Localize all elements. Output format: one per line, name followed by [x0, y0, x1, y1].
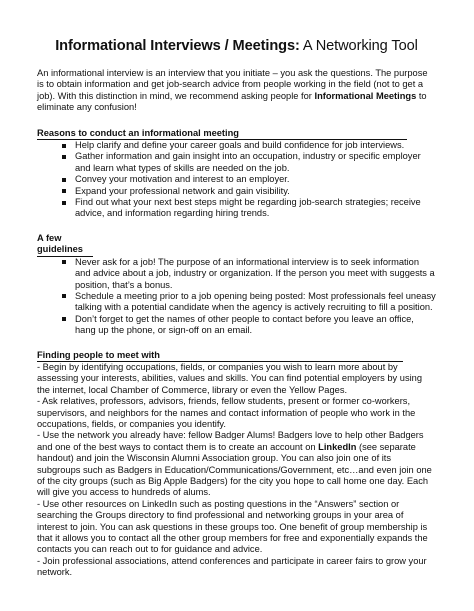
title-bold: Informational Interviews / Meetings: — [55, 38, 300, 54]
list-item: Convey your motivation and interest to an employer. — [75, 174, 436, 185]
reasons-list — [37, 140, 436, 220]
guidelines-list — [37, 257, 436, 337]
list-item: Don’t forget to get the names of other people to contact before you leave an office, hang up the phone, or sign-off on an email. — [75, 314, 436, 337]
list-item: Gather information and gain insight into an occupation, industry or specific employer and learn what types of skills are needed on the job. — [75, 151, 436, 174]
list-item: - Begin by identifying occupations, fields, or companies you wish to learn more about by assessing your interests, abilities, values and skills. You can find potential employers by using the internet, local Chamber of Commerce, library or even the Yellow Pages. — [37, 361, 422, 395]
list-item: Help clarify and define your career goals and build confidence for job interviews. — [75, 140, 436, 151]
intro-text: An informational interview is an interview that you initiate – you ask the questions. The purpose is to obtain information and get job-search advice from people working in the field (not to get a job). With this distinction in mind, we recommend asking people for — [37, 68, 428, 101]
reasons-heading: Reasons to conduct an informational meeting — [37, 128, 407, 140]
intro-tail: to eliminate any confusion! — [37, 90, 427, 113]
linkedin-text: LinkedIn — [318, 441, 357, 452]
list-item: Never ask for a job! The purpose of an informational interview is to seek information and advice about a job, industry or organization. If the person you meet with suggests a position, that’s a bonus. — [75, 256, 435, 290]
intro-bold: Informational Meetings — [314, 90, 417, 101]
list-item: Schedule a meeting prior to a job opening being posted: Most professionals feel uneasy talking with a potential candidate when the agency is actively recruiting to fill a position. — [75, 290, 436, 313]
finding-list — [37, 362, 436, 579]
list-item-text-before: - Use the network you already have: fellow Badger Alums! Badgers love to help other Badgers and one of the best ways to contact them is to create an account on — [37, 430, 424, 452]
list-item-text-after: (see separate handout) and join the Wisconsin Alumni Association group. You can also join one of its subgroups such as Badgers in Education/Communications/Government, etc…and even join one of the city groups (such as Big Apple Badgers) for the city you hope to call home one day. Each will give you access to hundreds of alums. — [37, 441, 432, 498]
title-rest: A Networking Tool — [299, 38, 418, 54]
list-item: - Join professional associations, attend conferences and participate in career fairs to grow your network. — [37, 555, 427, 578]
list-item: - Use other resources on LinkedIn such as posting questions in the “Answers” section or searching the Groups directory to find professional and networking groups in your area of interest to join. You can ask questions in these groups too. One benefit of group membership is that it allows you to contact all the other group members for free and exponentially expands the contacts you can reach out to for guidance and advice. — [37, 498, 428, 555]
list-item: - Ask relatives, professors, advisors, friends, fellow students, present or former co-workers, supervisors, and neighbors for the names and contact information of people who work in the occupations, fields, or companies you identify. — [37, 396, 416, 429]
finding-heading: Finding people to meet with — [37, 350, 403, 362]
page-title — [37, 38, 436, 54]
guidelines-heading: A few guidelines — [37, 233, 93, 257]
list-item: Expand your professional network and gain visibility. — [75, 186, 436, 197]
intro-paragraph — [37, 68, 436, 114]
list-item — [37, 430, 436, 498]
list-item: Find out what your next best steps might be regarding job-search strategies; receive advice, and information regarding hiring trends. — [75, 197, 436, 220]
